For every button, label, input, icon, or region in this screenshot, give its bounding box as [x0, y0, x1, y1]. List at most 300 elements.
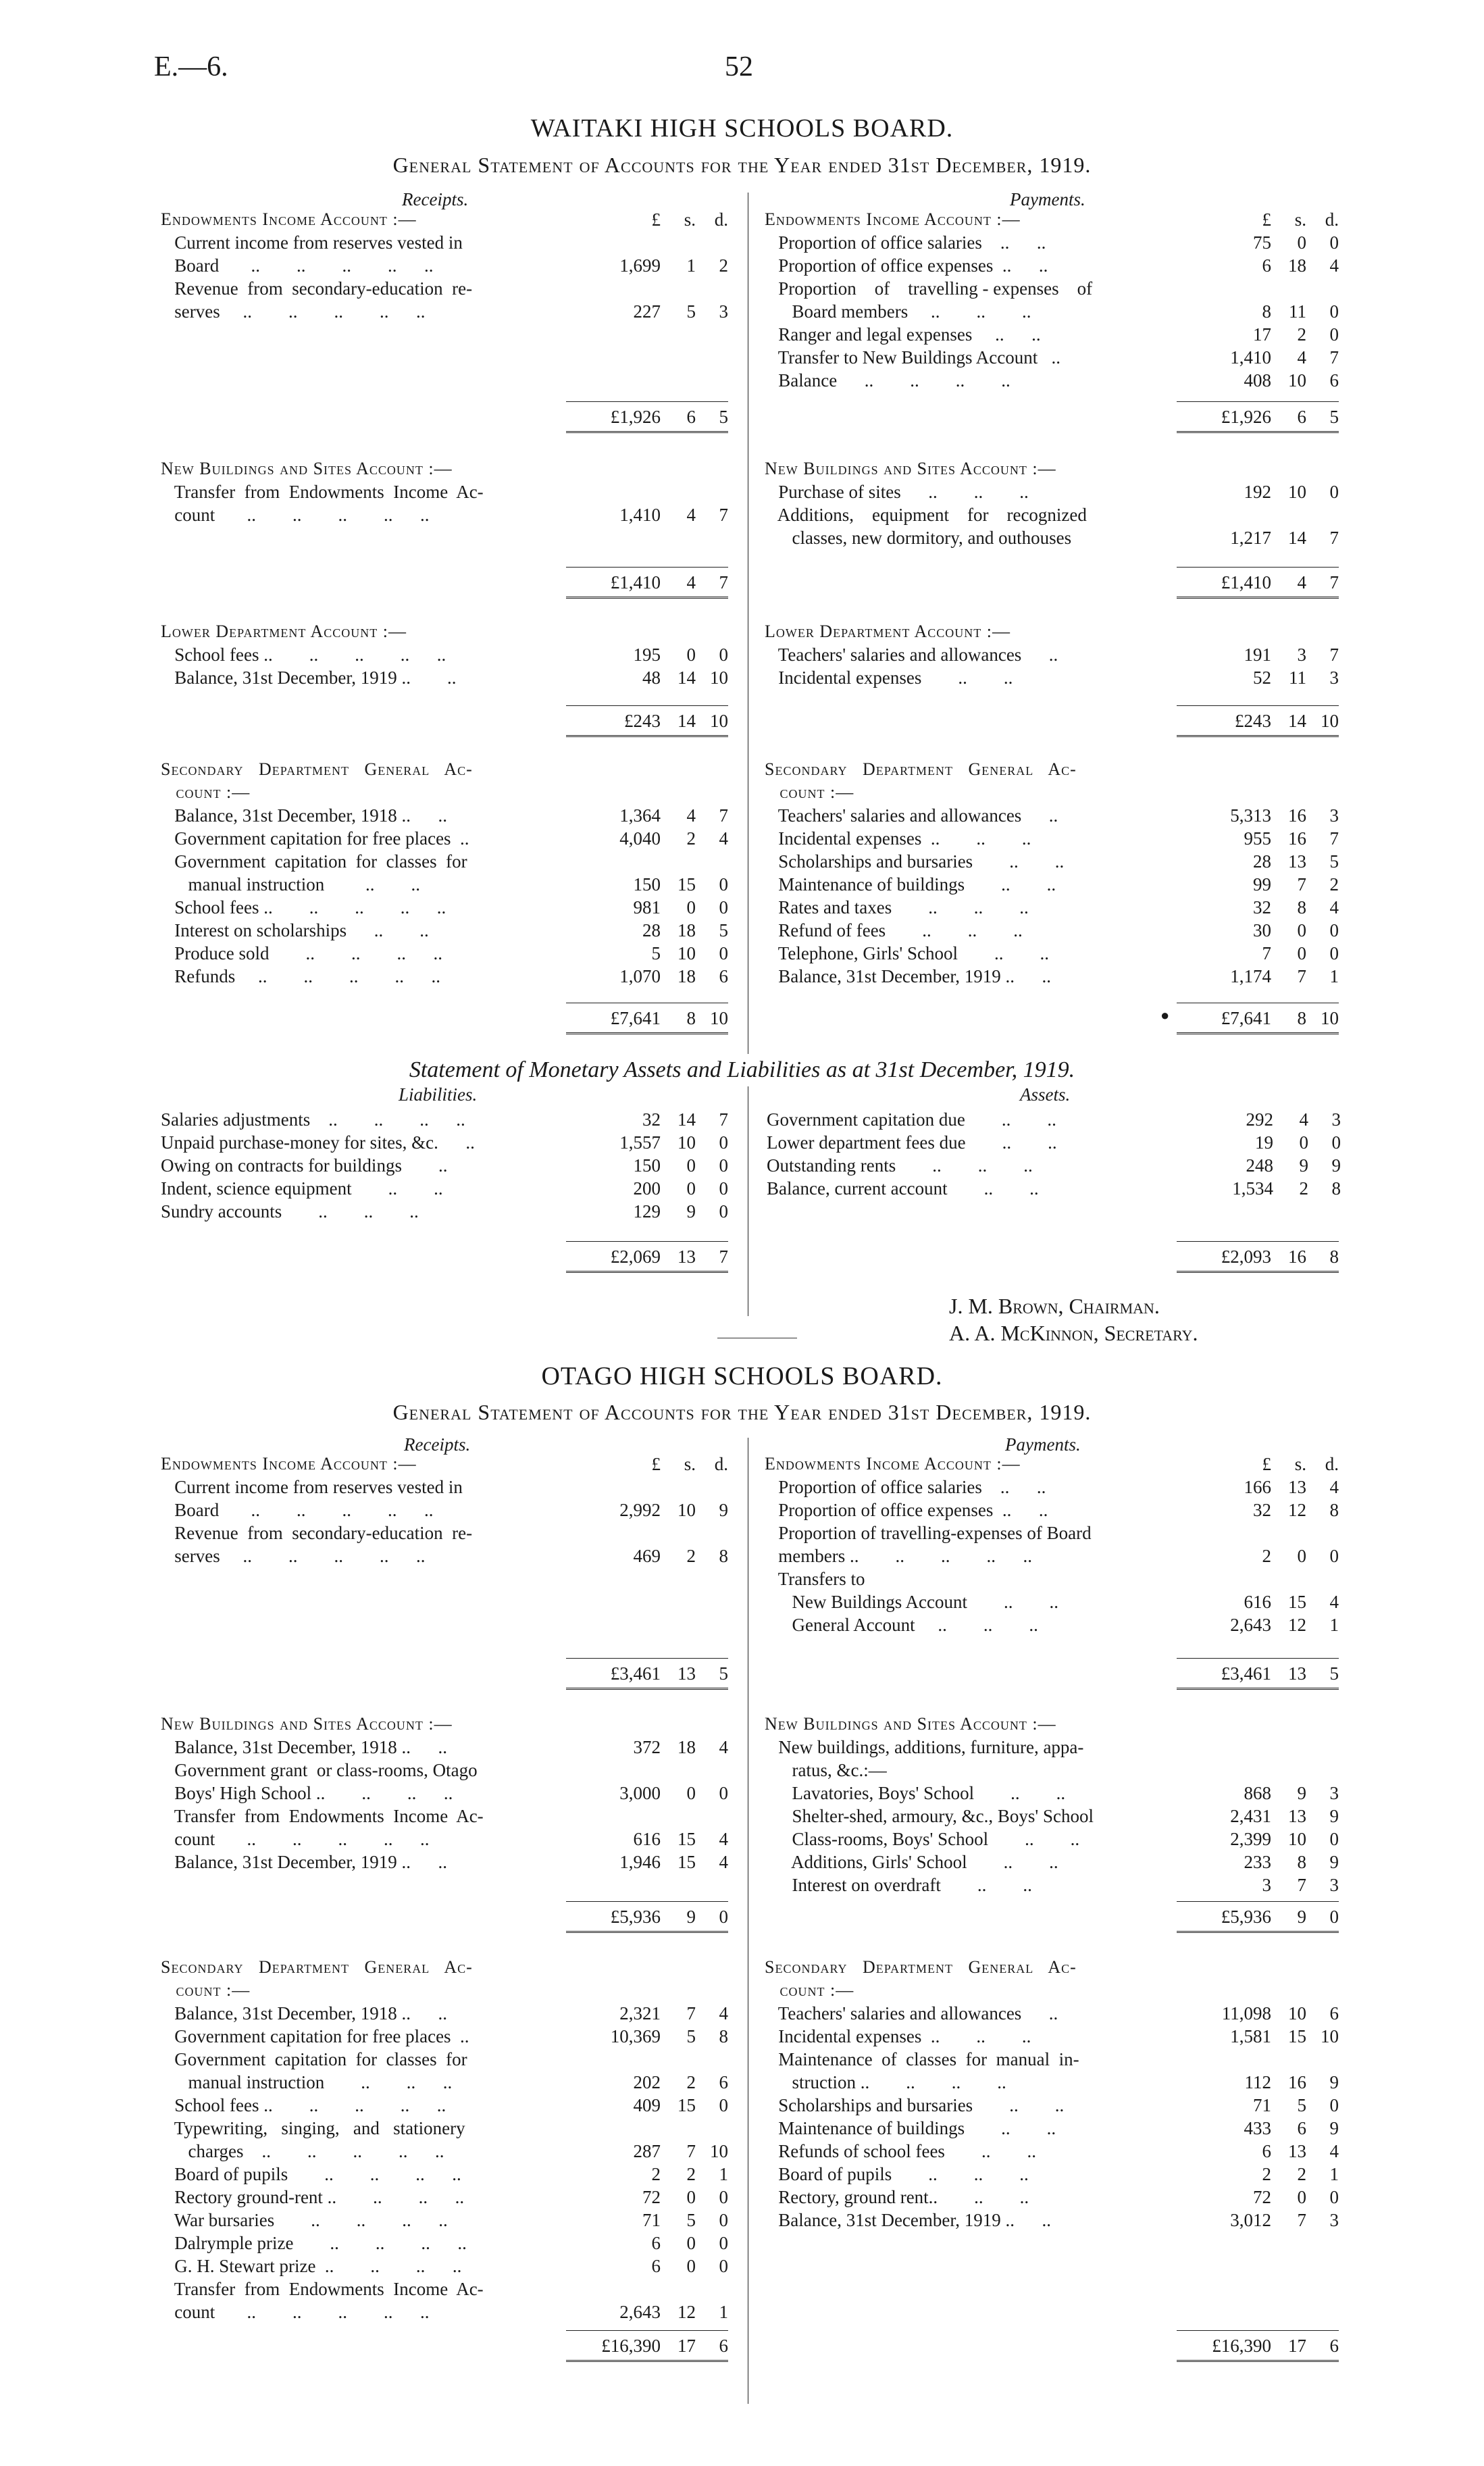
total-pounds: £1,926	[610, 407, 661, 427]
ledger-label: Rates and taxes .. .. ..	[765, 897, 1029, 917]
pounds-value: 71	[1253, 2095, 1271, 2115]
ledger-label: count :—	[765, 1980, 854, 2000]
ledger-row	[161, 457, 728, 480]
ledger-row	[161, 1979, 728, 2002]
pence-value: 1	[1329, 2164, 1339, 2184]
pounds-value: 6	[651, 2233, 661, 2253]
total-row	[765, 1007, 1339, 1030]
total-pounds: £7,641	[1221, 1008, 1271, 1028]
ledger-row	[765, 1979, 1339, 2002]
pence-value: 10	[1321, 2026, 1339, 2046]
shillings-value: 4	[1297, 347, 1306, 368]
shillings-value: 13	[1288, 1806, 1306, 1826]
total-pence: 10	[710, 1008, 728, 1028]
total-shillings: 4	[1297, 572, 1306, 593]
ledger-label: count .. .. .. .. ..	[161, 505, 430, 525]
total-row	[765, 1662, 1339, 1685]
ledger-row	[161, 896, 728, 919]
total-pence: 5	[1329, 407, 1339, 427]
pence-value: 0	[719, 874, 728, 895]
ledger-label: Refunds .. .. .. .. ..	[161, 966, 440, 986]
ledger-label: Balance, current account .. ..	[767, 1178, 1039, 1199]
total-pounds: £5,936	[1221, 1907, 1271, 1927]
ledger-label: Teachers' salaries and allowances ..	[765, 805, 1058, 826]
pence-value: 0	[1329, 482, 1339, 502]
double-rule	[1177, 597, 1339, 599]
shillings-value: 0	[686, 1783, 696, 1803]
total-shillings: 16	[1288, 1247, 1306, 1267]
total-pence: 5	[719, 407, 728, 427]
ledger-row	[161, 2002, 728, 2025]
ledger-label: Proportion of office salaries .. ..	[765, 232, 1046, 253]
ledger-row	[767, 1131, 1341, 1154]
total-pounds: £1,410	[610, 572, 661, 593]
ledger-label: Maintenance of buildings .. ..	[765, 2118, 1056, 2138]
pounds-value: 112	[1244, 2072, 1271, 2092]
pounds-value: 1,699	[619, 255, 661, 276]
pounds-value: 10,369	[610, 2026, 661, 2046]
ledger-label: manual instruction .. .. ..	[161, 2072, 453, 2092]
ledger-row	[765, 2025, 1339, 2048]
pence-value: 3	[1329, 2210, 1339, 2230]
ledger-label: Secondary Department General Ac-	[765, 759, 1077, 779]
pence-value: 0	[1329, 1546, 1339, 1566]
ledger-row	[161, 2094, 728, 2117]
waitaki-statement-title: Statement of Monetary Assets and Liabilities as at 31st December, 1919.	[409, 1057, 1075, 1082]
total-rule	[1177, 705, 1339, 706]
ledger-row	[161, 2071, 728, 2094]
otago-title: OTAGO HIGH SCHOOLS BOARD.	[541, 1362, 943, 1390]
ledger-row	[765, 2002, 1339, 2025]
ledger-row	[765, 1590, 1339, 1613]
pounds-value: 2,643	[619, 2302, 661, 2322]
pounds-value: 1,070	[619, 966, 661, 986]
pounds-value: 5	[651, 943, 661, 963]
shillings-value: 15	[677, 1829, 696, 1849]
waitaki-receipts-heading: Receipts.	[402, 189, 469, 209]
pounds-value: 2,321	[619, 2003, 661, 2023]
ledger-row	[161, 1108, 728, 1131]
pence-value: 7	[1329, 645, 1339, 665]
shillings-value: 10	[1288, 1829, 1306, 1849]
shillings-value: 2	[686, 2072, 696, 2092]
pounds-value: £	[1262, 209, 1271, 230]
page-reference: E.—6.	[154, 51, 228, 82]
pence-value: 3	[1329, 668, 1339, 688]
secretary-signature: A. A. McKinnon, Secretary.	[949, 1321, 1198, 1345]
ledger-row	[161, 965, 728, 988]
ledger-label: Secondary Department General Ac-	[161, 1957, 473, 1977]
shillings-value: 0	[686, 2187, 696, 2207]
total-rule	[1177, 401, 1339, 402]
ledger-row	[765, 231, 1339, 254]
ledger-row	[161, 1759, 728, 1782]
double-rule	[1177, 1032, 1339, 1034]
pounds-value: 129	[633, 1201, 661, 1222]
pounds-value: 1,534	[1232, 1178, 1273, 1199]
ledger-row	[161, 873, 728, 896]
shillings-value: 2	[1297, 2164, 1306, 2184]
total-row	[765, 709, 1339, 732]
total-rule	[566, 705, 728, 706]
pence-value: 6	[1329, 2003, 1339, 2023]
pounds-value: 5,313	[1230, 805, 1271, 826]
pounds-value: 409	[633, 2095, 661, 2115]
pounds-value: 8	[1262, 301, 1271, 322]
ledger-label: Balance, 31st December, 1918 .. ..	[161, 1737, 448, 1757]
ledger-row	[161, 254, 728, 277]
pounds-value: 150	[633, 874, 661, 895]
ledger-row	[161, 2186, 728, 2209]
pence-value: 10	[710, 668, 728, 688]
pounds-value: 287	[633, 2141, 661, 2161]
double-rule	[566, 431, 728, 433]
ledger-label: Owing on contracts for buildings ..	[161, 1155, 448, 1176]
ledger-row	[161, 1956, 728, 1979]
pence-value: 3	[1331, 1109, 1341, 1130]
ledger-row	[765, 254, 1339, 277]
shillings-value: 9	[1299, 1155, 1308, 1176]
ledger-label: Interest on scholarships .. ..	[161, 920, 429, 940]
total-pounds: £3,461	[1221, 1663, 1271, 1684]
pence-value: 8	[1331, 1178, 1341, 1199]
ledger-row	[161, 2025, 728, 2048]
ledger-row	[765, 1828, 1339, 1851]
pounds-value: 192	[1244, 482, 1271, 502]
total-pounds: £5,936	[610, 1907, 661, 1927]
ledger-row	[161, 1851, 728, 1873]
pence-value: 1	[719, 2302, 728, 2322]
shillings-value: 2	[1299, 1178, 1308, 1199]
double-rule	[1177, 1271, 1339, 1273]
pence-value: 0	[1329, 2095, 1339, 2115]
shillings-value: 0	[1299, 1132, 1308, 1153]
pence-value: 0	[719, 1132, 728, 1153]
pounds-value: 11,098	[1221, 2003, 1271, 2023]
ledger-label: Board of pupils .. .. ..	[765, 2164, 1029, 2184]
pence-value: 6	[719, 966, 728, 986]
ledger-row	[765, 2048, 1339, 2071]
shillings-value: 0	[1297, 2187, 1306, 2207]
shillings-value: s.	[684, 1454, 696, 1474]
shillings-value: 8	[1297, 897, 1306, 917]
double-rule	[566, 597, 728, 599]
ledger-label: Balance, 31st December, 1919 .. ..	[765, 2210, 1052, 2230]
ledger-label: Additions, equipment for recognized	[765, 505, 1087, 525]
pence-value: 0	[719, 1178, 728, 1199]
ledger-label: Incidental expenses .. .. ..	[765, 2026, 1031, 2046]
ledger-row	[765, 827, 1339, 850]
pence-value: 4	[719, 828, 728, 849]
pence-value: 0	[1329, 301, 1339, 322]
pence-value: 5	[719, 920, 728, 940]
ledger-row	[765, 2186, 1339, 2209]
pence-value: 3	[1329, 805, 1339, 826]
shillings-value: 15	[677, 1852, 696, 1872]
shillings-value: 0	[686, 2256, 696, 2276]
shillings-value: 4	[1299, 1109, 1308, 1130]
total-pounds: £2,093	[1221, 1247, 1271, 1267]
pounds-value: 372	[633, 1737, 661, 1757]
pounds-value: 2	[1262, 1546, 1271, 1566]
otago-subtitle: General Statement of Accounts for the Year ended 31st December, 1919.	[392, 1400, 1092, 1424]
ledger-label: Government capitation due .. ..	[767, 1109, 1056, 1130]
ledger-label: Board .. .. .. .. ..	[161, 255, 434, 276]
ledger-label: Typewriting, singing, and stationery	[161, 2118, 465, 2138]
ledger-label: serves .. .. .. .. ..	[161, 301, 426, 322]
pounds-value: 28	[642, 920, 661, 940]
total-pence: 10	[710, 711, 728, 731]
shillings-value: 12	[1288, 1615, 1306, 1635]
ledger-label: New Buildings and Sites Account :—	[765, 459, 1056, 478]
total-pence: 6	[1329, 2336, 1339, 2356]
ledger-row	[161, 804, 728, 827]
ledger-label: Dalrymple prize .. .. .. ..	[161, 2233, 467, 2253]
pounds-value: 4,040	[619, 828, 661, 849]
pounds-value: 19	[1255, 1132, 1273, 1153]
total-rule	[1177, 2330, 1339, 2331]
pence-value: 0	[719, 2187, 728, 2207]
pounds-value: 1,410	[619, 505, 661, 525]
ledger-label: Class-rooms, Boys' School .. ..	[765, 1829, 1080, 1849]
shillings-value: 1	[686, 255, 696, 276]
double-rule	[566, 1931, 728, 1933]
shillings-value: 2	[686, 2164, 696, 2184]
ledger-row	[765, 346, 1339, 369]
total-rule	[1177, 1241, 1339, 1242]
total-pence: 5	[1329, 1663, 1339, 1684]
ledger-row	[161, 2048, 728, 2071]
pence-value: d.	[1325, 1454, 1339, 1474]
pence-value: 7	[1329, 528, 1339, 548]
ledger-row	[161, 1521, 728, 1544]
total-shillings: 9	[686, 1907, 696, 1927]
ledger-label: Balance .. .. .. ..	[765, 370, 1010, 391]
pounds-value: 1,410	[1230, 347, 1271, 368]
pence-value: 7	[719, 805, 728, 826]
shillings-value: 16	[1288, 805, 1306, 826]
ledger-row	[765, 1851, 1339, 1873]
shillings-value: 10	[677, 1132, 696, 1153]
ledger-row	[765, 873, 1339, 896]
pounds-value: 2,643	[1230, 1615, 1271, 1635]
pounds-value: 6	[651, 2256, 661, 2276]
pence-value: 0	[1329, 324, 1339, 345]
ledger-label: manual instruction .. ..	[161, 874, 420, 895]
pence-value: 5	[1329, 851, 1339, 872]
total-pounds: £1,926	[1221, 407, 1271, 427]
ledger-row	[161, 1200, 728, 1223]
shillings-value: 18	[677, 920, 696, 940]
pence-value: 4	[1329, 897, 1339, 917]
shillings-value: 12	[677, 2302, 696, 2322]
ledger-label: Outstanding rents .. .. ..	[767, 1155, 1033, 1176]
ledger-label: serves .. .. .. .. ..	[161, 1546, 426, 1566]
pence-value: 9	[1329, 2072, 1339, 2092]
pence-value: 0	[719, 943, 728, 963]
ledger-row	[765, 896, 1339, 919]
shillings-value: 0	[686, 2233, 696, 2253]
pounds-value: 1,174	[1230, 966, 1271, 986]
double-rule	[1177, 1931, 1339, 1933]
pounds-value: 17	[1253, 324, 1271, 345]
ledger-label: Purchase of sites .. .. ..	[765, 482, 1029, 502]
ledger-label: Sundry accounts .. .. ..	[161, 1201, 419, 1222]
ledger-label: Current income from reserves vested in	[161, 1477, 463, 1497]
total-pence: 0	[1329, 1907, 1339, 1927]
total-pence: 7	[719, 572, 728, 593]
waitaki-title: WAITAKI HIGH SCHOOLS BOARD.	[530, 114, 954, 143]
ledger-row	[765, 208, 1339, 231]
ledger-label: Proportion of office expenses .. ..	[765, 1500, 1048, 1520]
ledger-row	[765, 942, 1339, 965]
ledger-row	[765, 620, 1339, 643]
shillings-value: 0	[1297, 920, 1306, 940]
double-rule	[566, 735, 728, 737]
waitaki-subtitle: General Statement of Accounts for the Year ended 31st December, 1919.	[392, 153, 1092, 177]
double-rule	[1177, 431, 1339, 433]
shillings-value: 7	[686, 2003, 696, 2023]
ledger-label: Maintenance of classes for manual in-	[765, 2049, 1079, 2069]
ledger-label: Additions, Girls' School .. ..	[765, 1852, 1058, 1872]
ledger-row	[765, 526, 1339, 549]
ledger-label: Transfer from Endowments Income Ac-	[161, 482, 484, 502]
pence-value: 0	[719, 897, 728, 917]
ledger-row	[161, 827, 728, 850]
pounds-value: 30	[1253, 920, 1271, 940]
ledger-label: count :—	[161, 782, 251, 802]
shillings-value: 15	[1288, 2026, 1306, 2046]
total-shillings: 4	[686, 572, 696, 593]
ledger-row	[765, 965, 1339, 988]
ledger-label: Endowments Income Account :—	[765, 1454, 1021, 1474]
ledger-row	[161, 1805, 728, 1828]
double-rule	[566, 2360, 728, 2362]
pence-value: 8	[719, 1546, 728, 1566]
ledger-row	[765, 1544, 1339, 1567]
ledger-label: count .. .. .. .. ..	[161, 2302, 430, 2322]
pounds-value: 202	[633, 2072, 661, 2092]
bullet-mark: ●	[1160, 1007, 1170, 1024]
ledger-label: Current income from reserves vested in	[161, 232, 463, 253]
ledger-row	[765, 781, 1339, 804]
pence-value: 10	[710, 2141, 728, 2161]
pounds-value: 248	[1246, 1155, 1273, 1176]
ledger-label: Transfer to New Buildings Account ..	[765, 347, 1060, 368]
ledger-row	[161, 503, 728, 526]
total-row	[765, 1245, 1339, 1268]
ledger-row	[765, 300, 1339, 323]
pounds-value: 981	[633, 897, 661, 917]
pence-value: 0	[1329, 232, 1339, 253]
ledger-label: New Buildings and Sites Account :—	[161, 1714, 453, 1734]
total-pence: 7	[1329, 572, 1339, 593]
pence-value: 0	[1329, 1829, 1339, 1849]
ledger-label: Government capitation for classes for	[161, 2049, 467, 2069]
pounds-value: 32	[642, 1109, 661, 1130]
ledger-label: count :—	[161, 1980, 251, 2000]
pence-value: d.	[714, 1454, 728, 1474]
ledger-row	[765, 369, 1339, 392]
chairman-signature: J. M. Brown, Chairman.	[949, 1294, 1160, 1318]
pence-value: 4	[1329, 255, 1339, 276]
pounds-value: 195	[633, 645, 661, 665]
ledger-row	[765, 666, 1339, 689]
shillings-value: 0	[686, 1178, 696, 1199]
ledger-label: Teachers' salaries and allowances ..	[765, 645, 1058, 665]
total-pence: 6	[719, 2336, 728, 2356]
ledger-row	[161, 758, 728, 781]
ledger-label: Rectory, ground rent.. .. ..	[765, 2187, 1029, 2207]
pence-value: 2	[719, 255, 728, 276]
ledger-row	[161, 1131, 728, 1154]
total-pence: 10	[1321, 1008, 1339, 1028]
ledger-label: Lower Department Account :—	[161, 622, 407, 641]
ledger-row	[765, 919, 1339, 942]
pence-value: 0	[1331, 1132, 1341, 1153]
shillings-value: 5	[1297, 2095, 1306, 2115]
ledger-label: Refund of fees .. .. ..	[765, 920, 1023, 940]
ledger-label: New buildings, additions, furniture, appa-	[765, 1737, 1084, 1757]
pounds-value: 191	[1244, 645, 1271, 665]
pounds-value: 408	[1244, 370, 1271, 391]
ledger-label: Proportion of travelling-expenses of Board	[765, 1523, 1092, 1543]
pence-value: 8	[719, 2026, 728, 2046]
pence-value: d.	[1325, 209, 1339, 230]
pounds-value: 3,000	[619, 1783, 661, 1803]
double-rule	[1177, 1688, 1339, 1690]
otago-receipts-heading: Receipts.	[404, 1434, 471, 1455]
pounds-value: 1,581	[1230, 2026, 1271, 2046]
ledger-label: Scholarships and bursaries .. ..	[765, 2095, 1065, 2115]
pence-value: 3	[719, 301, 728, 322]
total-rule	[566, 1658, 728, 1659]
shillings-value: 14	[677, 668, 696, 688]
total-row	[161, 405, 728, 428]
pence-value: 7	[1329, 347, 1339, 368]
total-pounds: £243	[624, 711, 661, 731]
ledger-label: Government capitation for free places ..	[161, 2026, 469, 2046]
double-rule	[1177, 735, 1339, 737]
pounds-value: 1,364	[619, 805, 661, 826]
total-shillings: 14	[1288, 711, 1306, 731]
pounds-value: 75	[1253, 232, 1271, 253]
total-row	[161, 2334, 728, 2357]
ledger-label: Revenue from secondary-education re-	[161, 278, 473, 299]
ledger-row	[161, 666, 728, 689]
ledger-label: Telephone, Girls' School .. ..	[765, 943, 1049, 963]
ledger-label: New Buildings Account .. ..	[765, 1592, 1058, 1612]
ledger-row	[765, 2163, 1339, 2186]
shillings-value: 0	[1297, 1546, 1306, 1566]
ledger-row	[161, 480, 728, 503]
ledger-label: count :—	[765, 782, 854, 802]
total-pence: 0	[719, 1907, 728, 1927]
ledger-row	[765, 1521, 1339, 1544]
pence-value: 0	[719, 2095, 728, 2115]
pence-value: 4	[1329, 1592, 1339, 1612]
pence-value: 2	[1329, 874, 1339, 895]
liabilities-heading: Liabilities.	[399, 1084, 478, 1105]
pounds-value: 868	[1244, 1783, 1271, 1803]
pence-value: 4	[719, 1829, 728, 1849]
ledger-row	[765, 1613, 1339, 1636]
ledger-row	[767, 1177, 1341, 1200]
shillings-value: 2	[1297, 324, 1306, 345]
total-pounds: £16,390	[601, 2336, 661, 2356]
pence-value: 9	[1329, 1852, 1339, 1872]
ledger-row	[765, 850, 1339, 873]
